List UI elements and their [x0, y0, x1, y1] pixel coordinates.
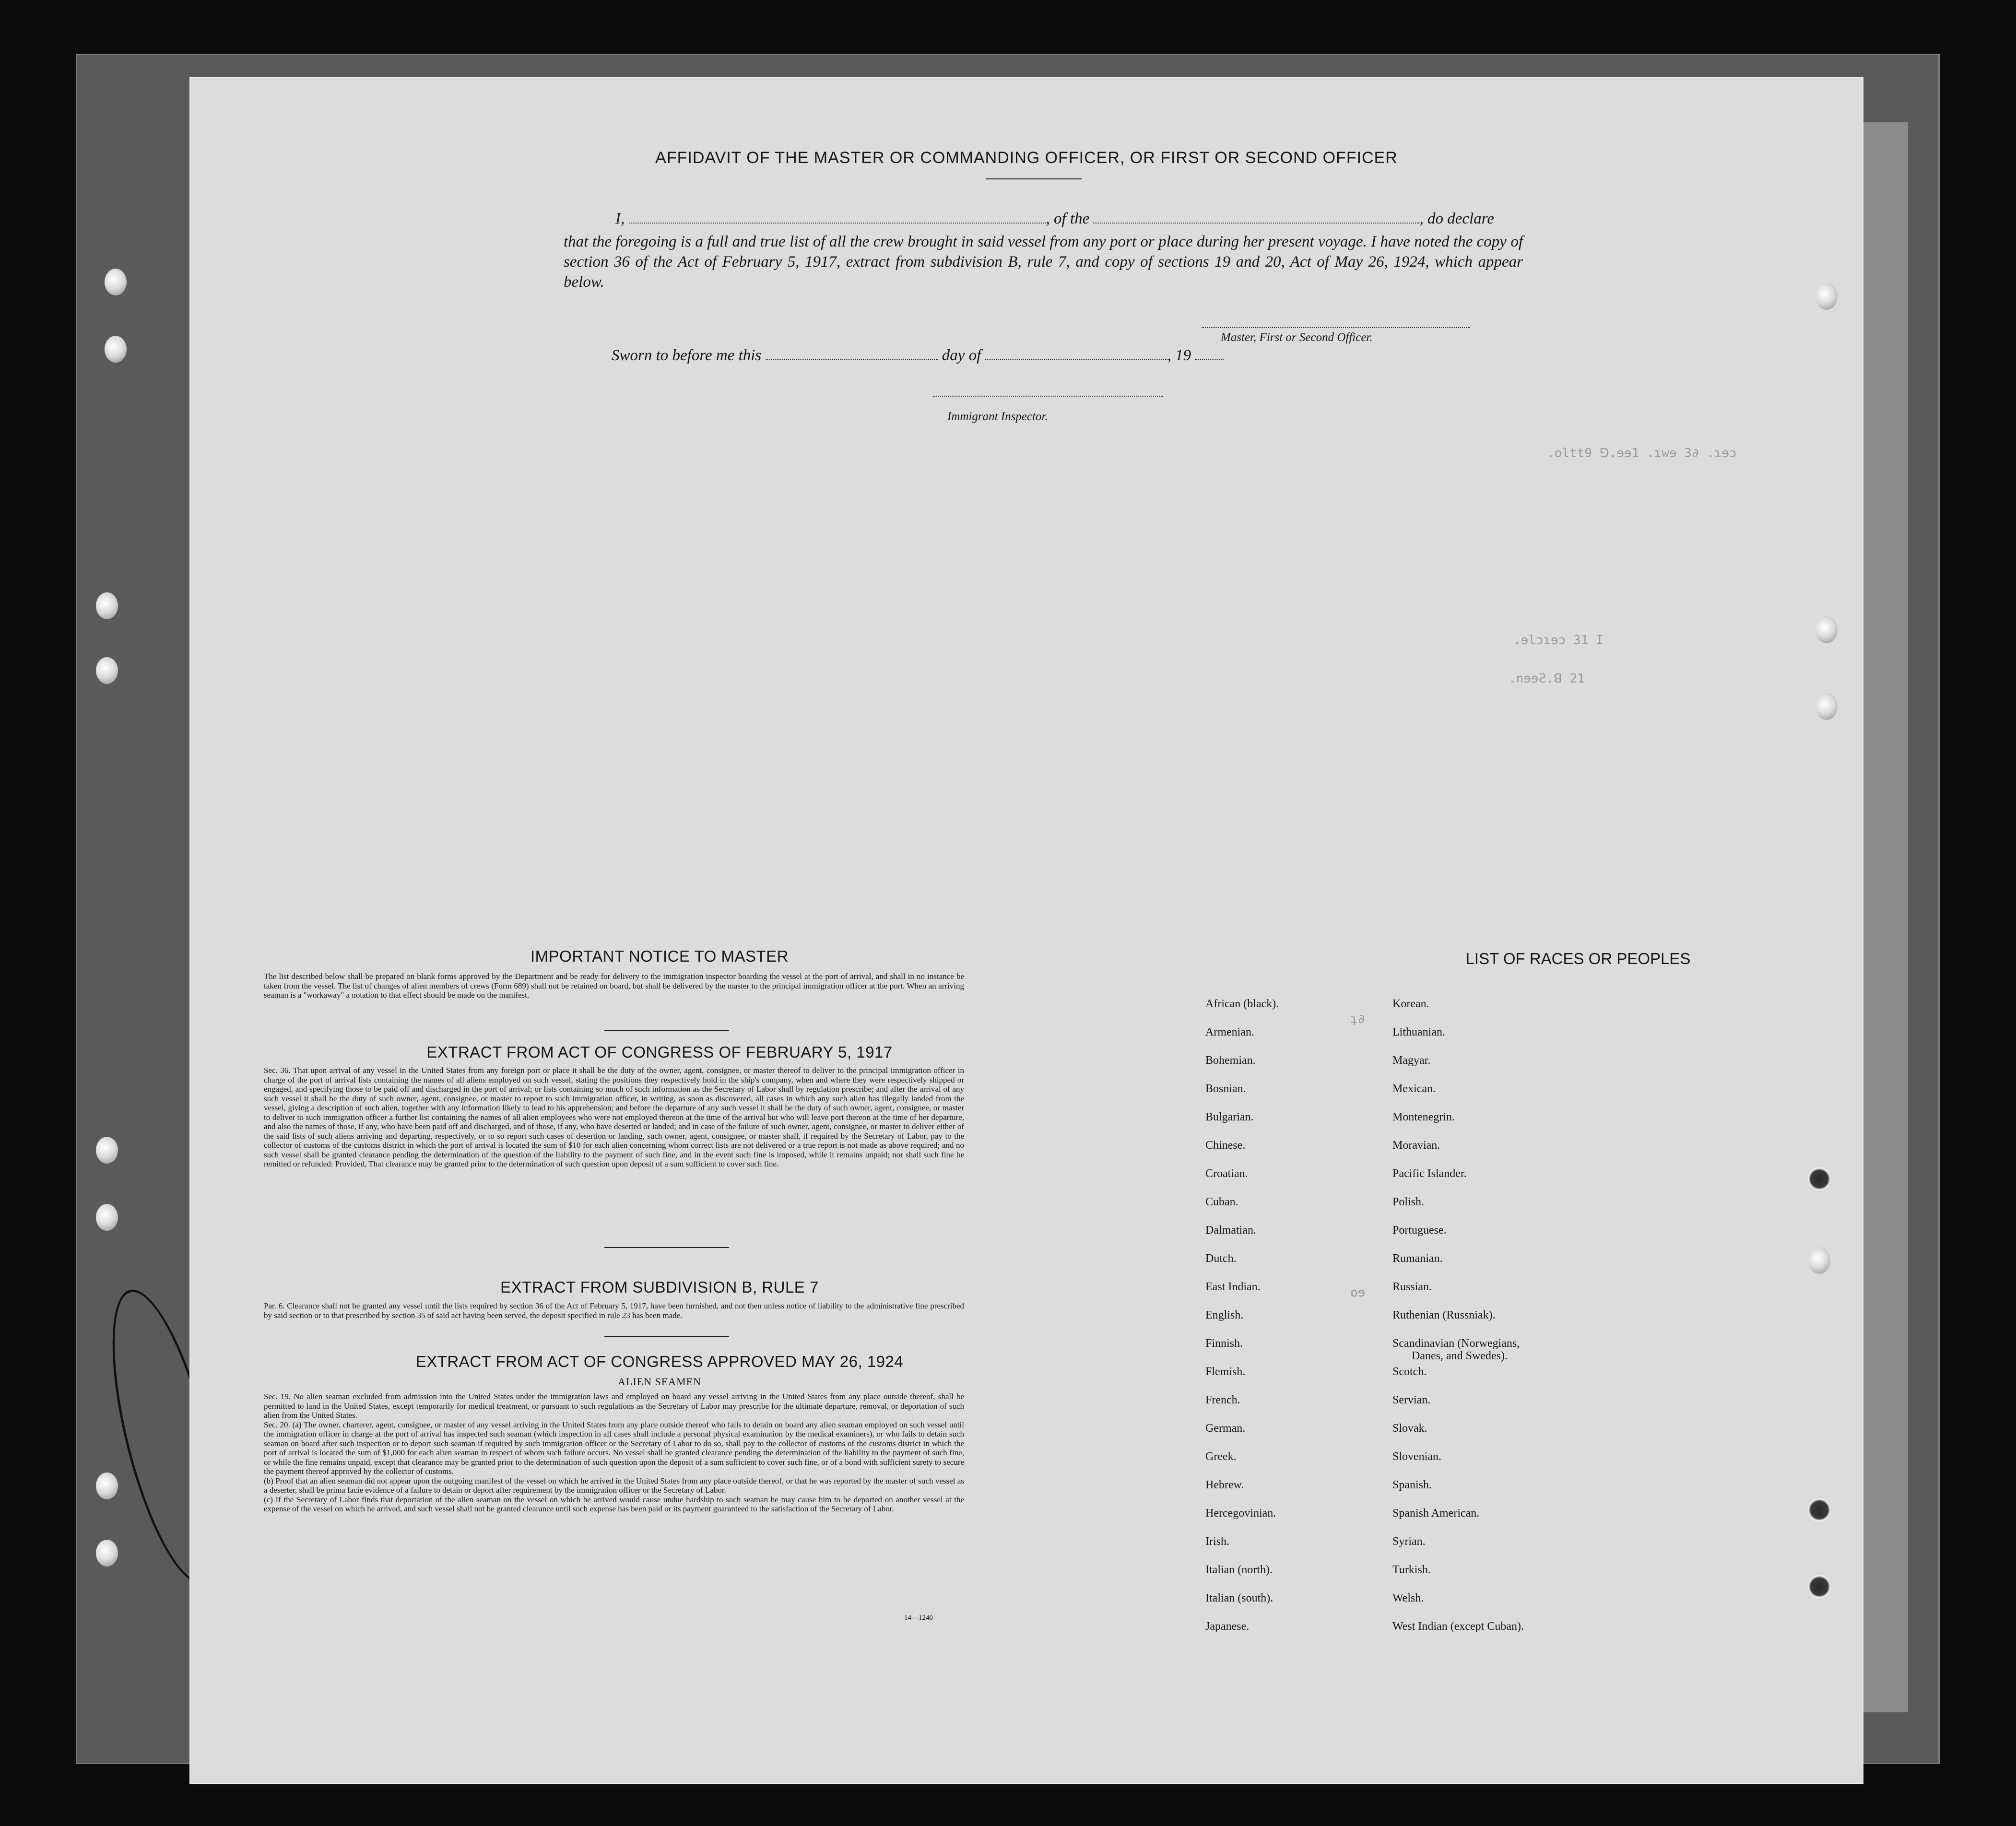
extract-1924-sec19: Sec. 19. No alien seaman excluded from admission into the United States under the immigration laws and employed on board any vessel arriving in the United States from any place outside thereof, shall be permitted to land in the United States, except temporarily for medical treatment, or pursuant to such regulations as the Secretary of Labor may prescribe for the ultimate departure, removal, or deportation of such alien from the United States.	[264, 1392, 964, 1420]
bleed-through-mark: .ɘlɔɿɘɔ 31 I	[1513, 633, 1603, 648]
race-item: English.	[1205, 1309, 1244, 1321]
master-signature-caption: Master, First or Second Officer.	[1221, 331, 1373, 344]
race-item: Ruthenian (Russniak).	[1392, 1309, 1496, 1321]
race-item: Rumanian.	[1392, 1252, 1443, 1265]
binder-hole	[96, 1540, 118, 1567]
affidavit-i-label: I,	[615, 210, 625, 227]
race-item: Turkish.	[1392, 1564, 1431, 1576]
inspector-signature-line	[933, 396, 1163, 397]
race-item: Cuban.	[1205, 1196, 1238, 1208]
extract-1924-sec20c: (c) If the Secretary of Labor finds that deportation of the alien seaman on the vessel on which he arrived would cause undue hardship to such seaman he may cause him to be deported on another vessel at the expense of the vessel on which he arrived, and such vessel shall not be granted clearance until such expense has been paid or its payment guaranteed to the satisfaction of the Secretary of Labor.	[264, 1495, 964, 1513]
binder-hole	[1816, 693, 1838, 720]
binder-hole	[96, 1137, 118, 1164]
race-item-line: Scandinavian (Norwegians,	[1392, 1337, 1520, 1350]
officer-name-blank	[629, 223, 1046, 224]
race-item: Spanish.	[1392, 1479, 1432, 1491]
extract-1917-title: EXTRACT FROM ACT OF CONGRESS OF FEBRUARY 5, 1917	[426, 1043, 893, 1061]
binder-hole	[105, 269, 127, 295]
race-item: Bulgarian.	[1205, 1111, 1254, 1123]
race-item: Mexican.	[1392, 1083, 1436, 1095]
race-item: Bosnian.	[1205, 1083, 1246, 1095]
race-item: Magyar.	[1392, 1054, 1431, 1067]
backing-sheet-edge	[1861, 122, 1908, 1712]
race-item: Bohemian.	[1205, 1054, 1256, 1067]
section-divider	[604, 1030, 729, 1031]
affidavit-of-the-label: , of the	[1046, 210, 1090, 227]
race-item: German.	[1205, 1422, 1246, 1435]
master-signature-line	[1202, 327, 1470, 328]
notice-text	[245, 972, 964, 1000]
extract-rule7-paragraph: Par. 6. Clearance shall not be granted any vessel until the lists required by section 36 of the Act of February 5, 1917, have been furnished, and not then unless notice of liability to the administrative fine prescribed by said section or to that prescribed by section 35 of said act having been served, the deposit specified in rule 23 has been made.	[264, 1301, 964, 1320]
section-divider	[604, 1336, 729, 1337]
race-item: Spanish American.	[1392, 1507, 1480, 1520]
race-item: Moravian.	[1392, 1139, 1440, 1152]
race-item: Hebrew.	[1205, 1479, 1244, 1491]
race-item: French.	[1205, 1394, 1240, 1406]
bleed-through-mark: .nɘɘƧ.ꓭ 21	[1509, 671, 1585, 686]
extract-1924-sec20a: Sec. 20. (a) The owner, charterer, agent, consignee, or master of any vessel arriving in the United States from any place outside thereof who fails to detain on board any alien seaman employed on such vessel until the immigration officer in charge at the port of arrival has inspected such seaman (which inspection in all cases shall include a personal physical examination by the medical examiners), or who fails to detain such seaman on board after such inspection or to deport such seaman if required by such immigration officer or the Secretary of Labor to do so, shall pay to the collector of customs of the customs district in which the port of arrival is located the sum of $1,000 for each alien seaman in respect of whom such failure occurs. No vessel shall be granted clearance pending the determination of the liability to the payment of such fine, or while the fine remains unpaid, except that clearance may be granted prior to the determination of such question upon the deposit of a sum sufficient to cover such fine, or of a bond with sufficient surety to secure the payment thereof approved by the collector of customs.	[264, 1420, 964, 1476]
affidavit-declaration-line	[615, 209, 1494, 229]
extract-rule7-title: EXTRACT FROM SUBDIVISION B, RULE 7	[500, 1278, 819, 1296]
sworn-line	[612, 345, 1224, 365]
race-item: East Indian.	[1205, 1281, 1261, 1293]
binder-hole	[96, 1204, 118, 1231]
inspector-caption: Immigrant Inspector.	[947, 410, 1048, 423]
notice-paragraph: The list described below shall be prepared on blank forms approved by the Department and be ready for delivery to the immigration inspector boarding the vessel at the port of arrival, and shall in no instance be taken from the vessel. The list of changes of alien members of crews (Form 689) shall not be retained on board, but shall be delivered by the master to the principal immigration officer at the port. When an arriving seaman is a "workaway" a notation to that effect should be made on the manifest.	[264, 972, 964, 1000]
affidavit-body: that the foregoing is a full and true list of all the crew brought in said vessel from any port or place during her present voyage. I have noted the copy of section 36 of the Act of February 5, 1917, extract from subdivision B, rule 7, and copy of sections 19 and 20, Act of May 26, 1924, which appear below.	[564, 233, 1523, 291]
binder-hole	[105, 336, 127, 363]
binder-hole	[96, 657, 118, 684]
sworn-prefix: Sworn to before me this	[612, 347, 762, 364]
binder-hole	[1808, 1573, 1830, 1600]
extract-1924-title: EXTRACT FROM ACT OF CONGRESS APPROVED MAY 26, 1924	[415, 1353, 904, 1370]
bleed-through-mark: ʇ∂	[1350, 1012, 1366, 1026]
race-item: Italian (north).	[1205, 1564, 1273, 1576]
sworn-year-label: , 19	[1167, 347, 1191, 364]
extract-1924-sec20b: (b) Proof that an alien seaman did not appear upon the outgoing manifest of the vessel on which he arrived in the United States from any place outside thereof, or that he was reported by the master of such vessel as a deserter, shall be prima facie evidence of a failure to detain or deport after requirement by the immigration officer or the Secretary of Labor.	[264, 1476, 964, 1495]
sworn-year-blank	[1195, 359, 1224, 360]
race-item: Dutch.	[1205, 1252, 1237, 1265]
race-item: Greek.	[1205, 1450, 1237, 1463]
race-item: Pacific Islander.	[1392, 1167, 1467, 1180]
section-divider	[604, 1247, 729, 1248]
extract-rule7-text	[245, 1301, 964, 1320]
race-item: Hercegovinian.	[1205, 1507, 1276, 1520]
vessel-name-blank	[1093, 223, 1419, 224]
sworn-month-blank	[985, 359, 1167, 360]
binder-hole	[1808, 1166, 1830, 1192]
race-item: Servian.	[1392, 1394, 1431, 1406]
race-item: Montenegrin.	[1392, 1111, 1455, 1123]
race-item: Syrian.	[1392, 1535, 1426, 1548]
race-item: Lithuanian.	[1392, 1026, 1445, 1038]
bleed-through-text: .oltt9 ⅁.ɘɘ1 .ɿwɘ 3∂ .ɿɘɔ	[1547, 446, 1737, 460]
race-item: Flemish.	[1205, 1366, 1246, 1378]
race-item: Dalmatian.	[1205, 1224, 1256, 1237]
race-item: Slovenian.	[1392, 1450, 1441, 1463]
races-title: LIST OF RACES OR PEOPLES	[1465, 950, 1691, 967]
extract-1924-text	[245, 1392, 964, 1514]
title-underline	[986, 178, 1082, 179]
binder-hole	[1808, 1496, 1830, 1523]
race-item: West Indian (except Cuban).	[1392, 1620, 1524, 1633]
sworn-day-of: day of	[942, 347, 981, 364]
race-item: Italian (south).	[1205, 1592, 1273, 1604]
binder-hole	[96, 592, 118, 619]
race-item: Korean.	[1392, 998, 1429, 1010]
race-item: Slovak.	[1392, 1422, 1427, 1435]
race-item: Russian.	[1392, 1281, 1432, 1293]
binder-hole	[1808, 1247, 1830, 1274]
race-item: Armenian.	[1205, 1026, 1254, 1038]
binder-hole	[96, 1473, 118, 1499]
race-item: Irish.	[1205, 1535, 1229, 1548]
binder-hole	[1816, 616, 1838, 643]
notice-title: IMPORTANT NOTICE TO MASTER	[530, 947, 789, 965]
race-item	[1392, 1337, 1524, 1366]
race-item: African (black).	[1205, 998, 1279, 1010]
extract-1917-paragraph: Sec. 36. That upon arrival of any vessel in the United States from any foreign port or place it shall be the duty of the owner, agent, consignee, or master thereof to deliver to the principal immigration officer in charge of the port of arrival lists containing the names of all aliens employed on such vessel, stating the positions they respectively hold in the ship's company, when and where they were respectively shipped or engaged, and specifying those to be paid off and discharged in the port of arrival; or lists containing so much of such information as the Secretary of Labor shall by regulation prescribe; and after the arrival of any such vessel it shall be the duty of such owner, agent, consignee, or master to report to such immigration officer, in writing, as soon as discovered, all cases in which any such alien has illegally landed from the vessel, giving a description of such alien, together with any information likely to lead to his apprehension; and before the departure of any such vessel it shall be the duty of such owner, agent, consignee, or master to deliver to such immigration officer a further list containing the names of all alien employees who were not employed thereon at the time of the arrival but who will leave port thereon at the time of her departure, and also the names of those, if any, who have been paid off and discharged, and of those, if any, who have deserted or landed; and in case of the failure of such owner, agent, consignee, or master to deliver either of the said lists of such aliens arriving and departing, respectively, or to so report such cases of desertion or landing, such owner, agent, consignee, or master shall, if required by the Secretary of Labor, pay to the collector of customs of the customs district in which the port of arrival is located the sum of $10 for each alien concerning whom correct lists are not delivered or a true report is not made as above required; and no such vessel shall be granted clearance pending the determination of the question of the liability to the payment of such fine, and in the event such fine is imposed, while it remains unpaid; nor shall such fine be remitted or refunded: Provided, That clearance may be granted prior to the determination of such question upon deposit of a sum sufficient to cover such fine.	[264, 1066, 964, 1168]
extract-1917-text	[245, 1066, 964, 1169]
bleed-through-mark: ɒɘ	[1350, 1285, 1366, 1300]
race-item: Chinese.	[1205, 1139, 1246, 1152]
race-item: Polish.	[1392, 1196, 1425, 1208]
extract-1924-subtitle: ALIEN SEAMEN	[618, 1376, 701, 1388]
binder-hole	[1816, 283, 1838, 310]
race-item: Finnish.	[1205, 1337, 1243, 1350]
race-item: Japanese.	[1205, 1620, 1250, 1633]
race-item: Scotch.	[1392, 1366, 1427, 1378]
race-item: Portuguese.	[1392, 1224, 1447, 1237]
race-item-line: Danes, and Swedes).	[1412, 1350, 1508, 1362]
form-number: 14—1240	[904, 1614, 933, 1622]
race-item: Croatian.	[1205, 1167, 1248, 1180]
sworn-day-blank	[766, 359, 938, 360]
affidavit-declare-label: , do declare	[1419, 210, 1494, 227]
race-item: Welsh.	[1392, 1592, 1424, 1604]
affidavit-title: AFFIDAVIT OF THE MASTER OR COMMANDING OFFICER, OR FIRST OR SECOND OFFICER	[655, 149, 1398, 167]
races-column-2	[1392, 998, 1524, 1649]
races-column-1	[1205, 998, 1279, 1649]
manifest-page	[189, 77, 1863, 1784]
